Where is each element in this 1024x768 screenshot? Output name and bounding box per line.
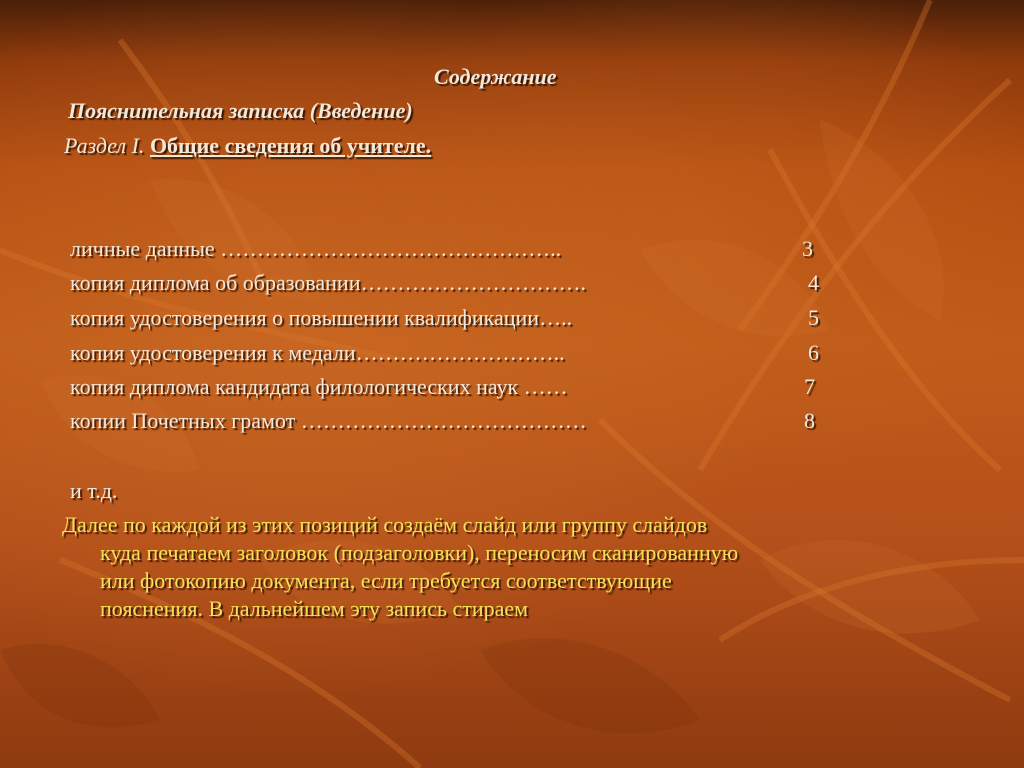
toc-item-page: 7 <box>804 374 815 399</box>
section-title: Общие сведения об учителе. <box>149 133 432 158</box>
toc-item-page: 4 <box>808 270 819 295</box>
toc-item-label: копия удостоверения о повышении квалификации….. <box>70 305 573 330</box>
toc-item-page: 3 <box>802 236 813 261</box>
note-line: или фотокопию документа, если требуется соответствующие <box>100 568 672 593</box>
note-line: Далее по каждой из этих позиций создаём слайд или группу слайдов <box>62 512 708 537</box>
toc-item-label: личные данные ……………………………………….. <box>70 236 562 261</box>
note-line: куда печатаем заголовок (подзаголовки), переносим сканированную <box>100 540 739 565</box>
toc-item-label: копия удостоверения к медали……………………….. <box>70 340 565 365</box>
instruction-note <box>62 511 962 623</box>
toc-item-label: копия диплома кандидата филологических наук …… <box>70 374 568 399</box>
etc-text: и т.д. <box>70 478 118 503</box>
section-heading <box>64 133 431 159</box>
slide-subtitle: Пояснительная записка (Введение) <box>68 98 413 123</box>
toc-item-label: копии Почетных грамот ………………………………… <box>70 408 587 433</box>
toc-item-label: копия диплома об образовании…………………………. <box>70 270 586 295</box>
toc-item-page: 6 <box>808 340 819 365</box>
toc-item-page: 5 <box>808 305 819 330</box>
slide-title: Содержание <box>434 64 557 89</box>
section-prefix: Раздел I. <box>64 133 145 158</box>
toc-item-page: 8 <box>804 408 815 433</box>
note-line: пояснения. В дальнейшем эту запись стираем <box>100 596 529 621</box>
